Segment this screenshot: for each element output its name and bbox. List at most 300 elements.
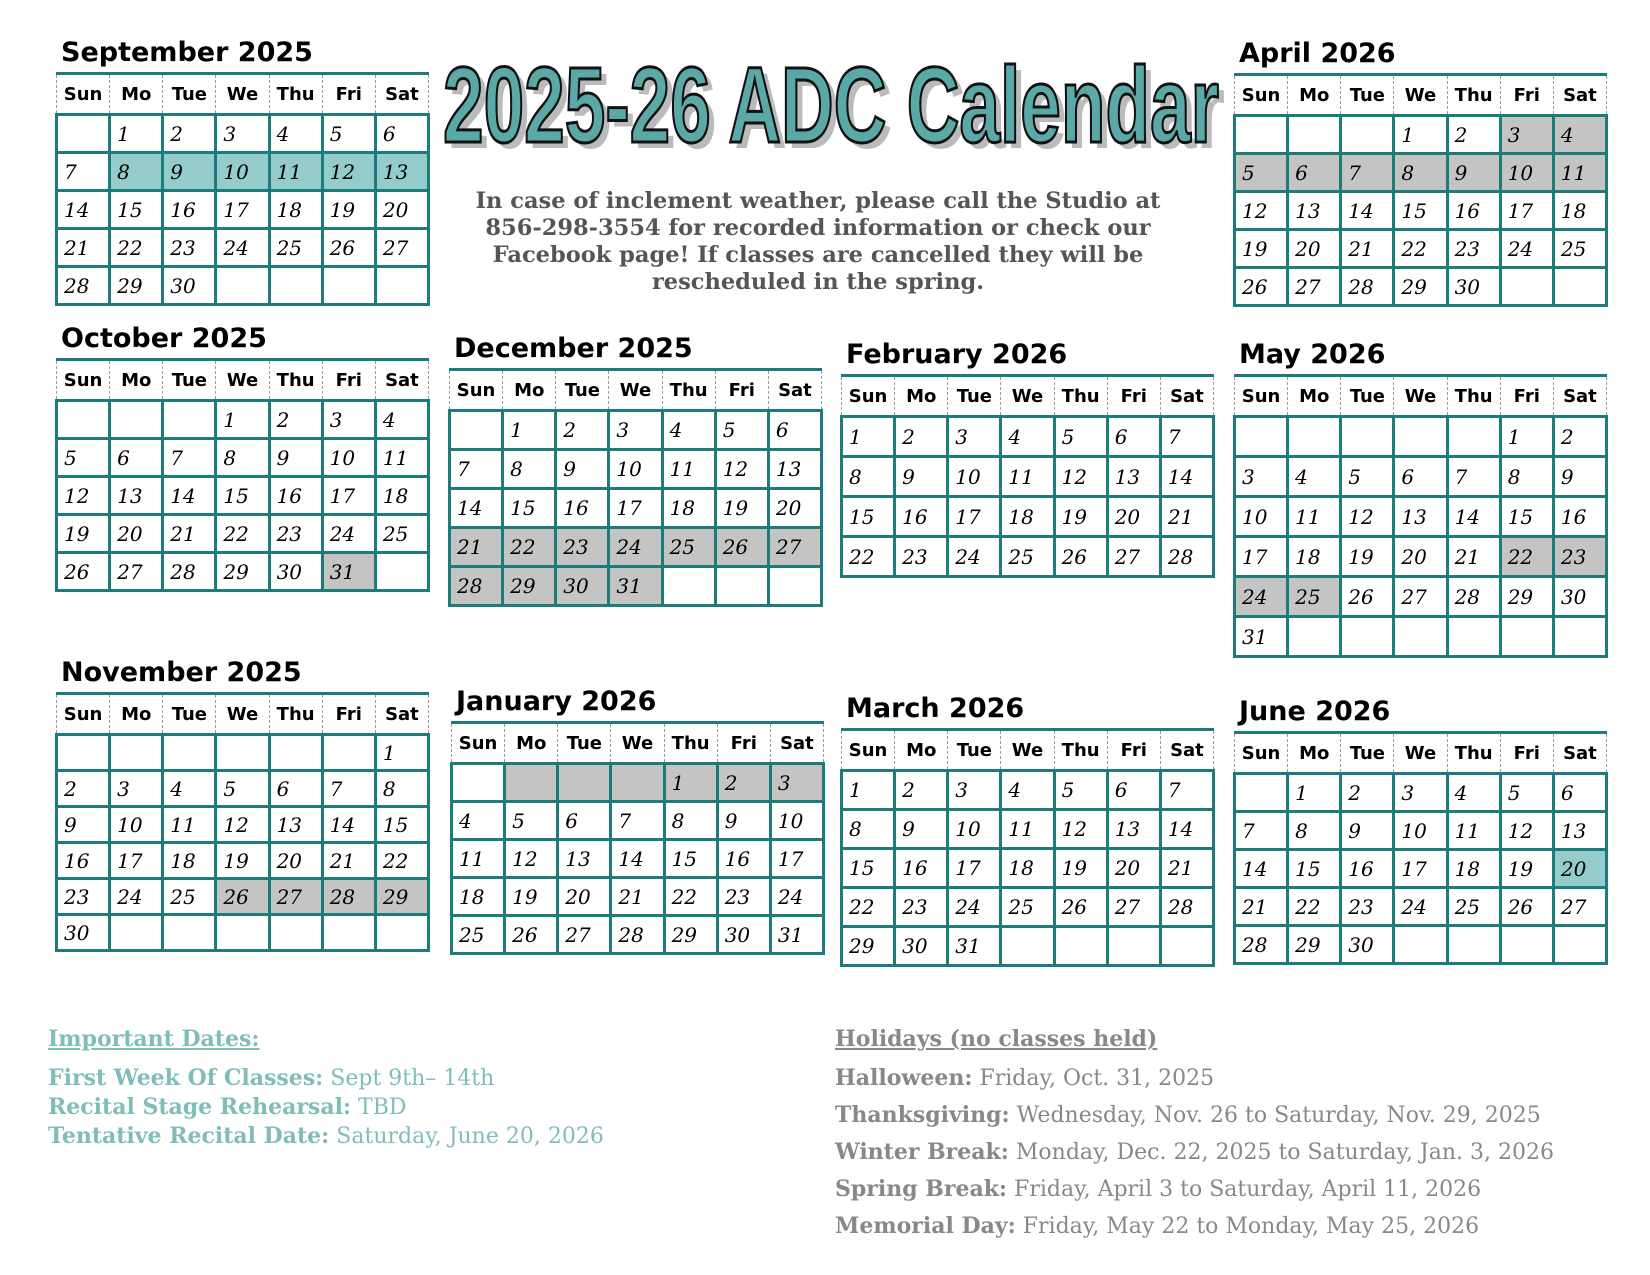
- week-row: [1235, 268, 1607, 306]
- day-cell: 11: [1001, 810, 1054, 849]
- day-cell: 7: [1235, 812, 1288, 850]
- day-cell: 5: [1054, 417, 1107, 457]
- day-cell: 22: [216, 515, 269, 553]
- day-cell: 26: [1500, 888, 1553, 926]
- empty-day-cell: [322, 915, 375, 951]
- empty-day-cell: [375, 915, 428, 951]
- day-cell: 4: [1447, 774, 1500, 812]
- day-cell: 13: [768, 450, 821, 489]
- day-cell: 5: [715, 411, 768, 450]
- week-row: [842, 849, 1214, 888]
- week-row: [842, 497, 1214, 537]
- calendar-jan: [450, 683, 825, 955]
- empty-day-cell: [1500, 926, 1553, 964]
- weekday-header: Sat: [1160, 730, 1213, 771]
- day-cell: 27: [1394, 577, 1447, 617]
- important-item: [48, 1122, 768, 1151]
- weekday-header: Fri: [322, 74, 375, 115]
- day-cell: 20: [1107, 497, 1160, 537]
- calendar-dec: [448, 330, 823, 607]
- weekday-header: Sat: [770, 723, 823, 764]
- day-cell: 23: [895, 537, 948, 577]
- day-cell: 3: [948, 771, 1001, 810]
- week-row: [57, 229, 429, 267]
- day-cell: 1: [110, 115, 163, 153]
- day-cell: 29: [664, 916, 717, 954]
- day-cell: 19: [505, 878, 558, 916]
- day-cell: 10: [1500, 154, 1553, 192]
- day-cell: 16: [895, 497, 948, 537]
- day-cell: 15: [216, 477, 269, 515]
- day-cell: 29: [110, 267, 163, 305]
- day-cell: 23: [163, 229, 216, 267]
- weekday-header: Sun: [842, 730, 895, 771]
- day-cell: 2: [1553, 417, 1606, 457]
- day-cell: 5: [1341, 457, 1394, 497]
- day-cell: 6: [1288, 154, 1341, 192]
- empty-day-cell: [1553, 268, 1606, 306]
- weekday-header: Fri: [1107, 730, 1160, 771]
- week-row: [450, 489, 822, 528]
- weekday-header: Mo: [110, 74, 163, 115]
- week-row: [57, 153, 429, 191]
- week-row: [1235, 926, 1607, 964]
- day-cell: 17: [948, 497, 1001, 537]
- week-row: [1235, 888, 1607, 926]
- day-cell: 6: [1107, 417, 1160, 457]
- weekday-header: Mo: [110, 694, 163, 735]
- day-cell: 4: [163, 771, 216, 807]
- day-cell: 30: [556, 567, 609, 606]
- day-cell: 23: [556, 528, 609, 567]
- day-cell: 9: [163, 153, 216, 191]
- empty-day-cell: [110, 915, 163, 951]
- day-cell: 22: [842, 537, 895, 577]
- important-dates-heading: Important Dates:: [48, 1026, 260, 1052]
- day-cell: 10: [1235, 497, 1288, 537]
- day-cell: 11: [1553, 154, 1606, 192]
- holiday-item-value: Friday, April 3 to Saturday, April 11, 2026: [1007, 1177, 1482, 1202]
- day-cell: 21: [163, 515, 216, 553]
- day-cell: 13: [1288, 192, 1341, 230]
- empty-day-cell: [216, 915, 269, 951]
- empty-day-cell: [1394, 417, 1447, 457]
- weekday-header: We: [1001, 376, 1054, 417]
- day-cell: 12: [216, 807, 269, 843]
- day-cell: 2: [57, 771, 110, 807]
- empty-day-cell: [1553, 926, 1606, 964]
- empty-day-cell: [1341, 417, 1394, 457]
- day-cell: 5: [216, 771, 269, 807]
- day-cell: 14: [1160, 810, 1213, 849]
- weekday-header: Sat: [375, 360, 428, 401]
- day-cell: 25: [662, 528, 715, 567]
- month-grid: [1233, 731, 1608, 965]
- week-row: [1235, 457, 1607, 497]
- day-cell: 15: [664, 840, 717, 878]
- day-cell: 4: [1288, 457, 1341, 497]
- weekday-header: Tue: [163, 360, 216, 401]
- important-dates: [48, 1026, 768, 1151]
- day-cell: 28: [57, 267, 110, 305]
- day-cell: 11: [1001, 457, 1054, 497]
- empty-day-cell: [1160, 927, 1213, 966]
- day-cell: 15: [1288, 850, 1341, 888]
- day-cell: 21: [57, 229, 110, 267]
- week-row: [452, 764, 824, 802]
- day-cell: 13: [558, 840, 611, 878]
- day-cell: 27: [768, 528, 821, 567]
- day-cell: 27: [1288, 268, 1341, 306]
- week-row: [57, 879, 429, 915]
- day-cell: 18: [269, 191, 322, 229]
- day-cell: 2: [269, 401, 322, 439]
- day-cell: 11: [269, 153, 322, 191]
- day-cell: 18: [452, 878, 505, 916]
- title-text: 2025-26 ADC Calendar: [443, 44, 1219, 162]
- day-cell: 27: [1107, 888, 1160, 927]
- weekday-header: Thu: [1447, 376, 1500, 417]
- weekday-header-row: [57, 694, 429, 735]
- day-cell: 17: [322, 477, 375, 515]
- empty-day-cell: [662, 567, 715, 606]
- day-cell: 18: [163, 843, 216, 879]
- weekday-header: Thu: [1447, 733, 1500, 774]
- day-cell: 13: [1107, 810, 1160, 849]
- day-cell: 28: [611, 916, 664, 954]
- day-cell: 2: [556, 411, 609, 450]
- holidays: [835, 1026, 1635, 1245]
- day-cell: 8: [1394, 154, 1447, 192]
- weekday-header: Sat: [1553, 376, 1606, 417]
- weekday-header: Mo: [110, 360, 163, 401]
- month-title: October 2025: [61, 323, 267, 354]
- week-row: [1235, 774, 1607, 812]
- day-cell: 25: [1447, 888, 1500, 926]
- holiday-item-value: Friday, May 22 to Monday, May 25, 2026: [1015, 1214, 1480, 1239]
- day-cell: 16: [269, 477, 322, 515]
- weekday-header: Mo: [503, 370, 556, 411]
- day-cell: 12: [57, 477, 110, 515]
- weekday-header: Thu: [1054, 730, 1107, 771]
- empty-day-cell: [1288, 116, 1341, 154]
- empty-day-cell: [269, 915, 322, 951]
- day-cell: 20: [558, 878, 611, 916]
- day-cell: 19: [1054, 849, 1107, 888]
- day-cell: 27: [1107, 537, 1160, 577]
- day-cell: 30: [1553, 577, 1606, 617]
- day-cell: 19: [216, 843, 269, 879]
- empty-day-cell: [1107, 927, 1160, 966]
- day-cell: 24: [1394, 888, 1447, 926]
- day-cell: 26: [505, 916, 558, 954]
- holiday-item: [835, 1208, 1635, 1245]
- weekday-header: Tue: [1341, 75, 1394, 116]
- day-cell: 10: [948, 457, 1001, 497]
- day-cell: 21: [450, 528, 503, 567]
- day-cell: 25: [1001, 537, 1054, 577]
- week-row: [450, 528, 822, 567]
- empty-day-cell: [163, 915, 216, 951]
- week-row: [57, 843, 429, 879]
- weekday-header: We: [611, 723, 664, 764]
- day-cell: 27: [375, 229, 428, 267]
- weekday-header: Tue: [163, 74, 216, 115]
- day-cell: 21: [1341, 230, 1394, 268]
- empty-day-cell: [110, 735, 163, 771]
- week-row: [1235, 116, 1607, 154]
- day-cell: 8: [842, 810, 895, 849]
- day-cell: 31: [948, 927, 1001, 966]
- day-cell: 19: [57, 515, 110, 553]
- day-cell: 23: [1341, 888, 1394, 926]
- day-cell: 3: [948, 417, 1001, 457]
- day-cell: 10: [609, 450, 662, 489]
- empty-day-cell: [1553, 617, 1606, 657]
- week-row: [1235, 850, 1607, 888]
- weekday-header: Sun: [1235, 75, 1288, 116]
- weekday-header: Sun: [1235, 733, 1288, 774]
- holiday-item-label: Thanksgiving:: [835, 1102, 1010, 1128]
- day-cell: 18: [1001, 849, 1054, 888]
- day-cell: 9: [1341, 812, 1394, 850]
- day-cell: 12: [1500, 812, 1553, 850]
- weekday-header: We: [216, 74, 269, 115]
- month-grid: [1233, 73, 1608, 307]
- day-cell: 11: [163, 807, 216, 843]
- day-cell: 19: [715, 489, 768, 528]
- month-title: January 2026: [456, 686, 657, 717]
- day-cell: 2: [1341, 774, 1394, 812]
- weekday-header: Mo: [505, 723, 558, 764]
- calendar-nov: [55, 654, 430, 952]
- empty-day-cell: [322, 267, 375, 305]
- day-cell: 23: [1553, 537, 1606, 577]
- weekday-header-row: [452, 723, 824, 764]
- day-cell: 18: [1553, 192, 1606, 230]
- weekday-header: Tue: [948, 730, 1001, 771]
- empty-day-cell: [715, 567, 768, 606]
- holiday-item-label: Halloween:: [835, 1065, 973, 1091]
- day-cell: 15: [1394, 192, 1447, 230]
- day-cell: 9: [556, 450, 609, 489]
- day-cell: 29: [375, 879, 428, 915]
- day-cell: 25: [375, 515, 428, 553]
- day-cell: 2: [895, 417, 948, 457]
- day-cell: 16: [895, 849, 948, 888]
- month-grid: [450, 721, 825, 955]
- day-cell: 20: [375, 191, 428, 229]
- day-cell: 10: [110, 807, 163, 843]
- empty-day-cell: [1447, 417, 1500, 457]
- weekday-header: Fri: [322, 694, 375, 735]
- day-cell: 31: [770, 916, 823, 954]
- week-row: [1235, 577, 1607, 617]
- day-cell: 7: [1341, 154, 1394, 192]
- day-cell: 30: [57, 915, 110, 951]
- weekday-header: We: [1001, 730, 1054, 771]
- day-cell: 3: [1394, 774, 1447, 812]
- day-cell: 4: [662, 411, 715, 450]
- day-cell: 9: [895, 810, 948, 849]
- day-cell: 18: [1288, 537, 1341, 577]
- day-cell: 31: [322, 553, 375, 591]
- weekday-header: Thu: [664, 723, 717, 764]
- empty-day-cell: [1500, 268, 1553, 306]
- empty-day-cell: [1288, 417, 1341, 457]
- empty-day-cell: [1235, 774, 1288, 812]
- day-cell: 30: [1447, 268, 1500, 306]
- day-cell: 3: [609, 411, 662, 450]
- month-grid: [55, 358, 430, 592]
- day-cell: 8: [110, 153, 163, 191]
- week-row: [57, 401, 429, 439]
- day-cell: 9: [269, 439, 322, 477]
- week-row: [842, 537, 1214, 577]
- day-cell: 19: [1341, 537, 1394, 577]
- important-item-label: First Week Of Classes:: [48, 1065, 324, 1091]
- week-row: [842, 888, 1214, 927]
- week-row: [57, 553, 429, 591]
- day-cell: 5: [1500, 774, 1553, 812]
- weekday-header: Fri: [717, 723, 770, 764]
- day-cell: 1: [1500, 417, 1553, 457]
- empty-day-cell: [57, 735, 110, 771]
- weekday-header: Thu: [269, 74, 322, 115]
- day-cell: 17: [110, 843, 163, 879]
- day-cell: 31: [1235, 617, 1288, 657]
- calendar-jun: [1233, 693, 1608, 965]
- day-cell: 12: [322, 153, 375, 191]
- day-cell: 12: [505, 840, 558, 878]
- day-cell: 19: [1500, 850, 1553, 888]
- holiday-item-label: Memorial Day:: [835, 1213, 1016, 1239]
- day-cell: 3: [770, 764, 823, 802]
- important-item: [48, 1064, 768, 1093]
- empty-day-cell: [1054, 927, 1107, 966]
- day-cell: 11: [662, 450, 715, 489]
- week-row: [1235, 537, 1607, 577]
- day-cell: 16: [1447, 192, 1500, 230]
- day-cell: 26: [1235, 268, 1288, 306]
- week-row: [1235, 617, 1607, 657]
- week-row: [57, 115, 429, 153]
- day-cell: 8: [664, 802, 717, 840]
- day-cell: 22: [842, 888, 895, 927]
- important-item-value: TBD: [351, 1095, 407, 1120]
- day-cell: 14: [1341, 192, 1394, 230]
- day-cell: 13: [375, 153, 428, 191]
- day-cell: 9: [895, 457, 948, 497]
- day-cell: 22: [1500, 537, 1553, 577]
- weekday-header: Thu: [1447, 75, 1500, 116]
- important-item-value: Sept 9th– 14th: [323, 1066, 495, 1091]
- day-cell: 18: [1001, 497, 1054, 537]
- month-grid: [55, 692, 430, 952]
- day-cell: 3: [1235, 457, 1288, 497]
- day-cell: 6: [110, 439, 163, 477]
- day-cell: 16: [1553, 497, 1606, 537]
- day-cell: 6: [768, 411, 821, 450]
- day-cell: 1: [216, 401, 269, 439]
- day-cell: 19: [1054, 497, 1107, 537]
- day-cell: 18: [662, 489, 715, 528]
- holiday-item: [835, 1060, 1635, 1097]
- weekday-header: Sun: [57, 360, 110, 401]
- empty-day-cell: [1341, 116, 1394, 154]
- empty-day-cell: [216, 267, 269, 305]
- weekday-header-row: [1235, 376, 1607, 417]
- day-cell: 21: [1447, 537, 1500, 577]
- day-cell: 13: [1394, 497, 1447, 537]
- day-cell: 7: [611, 802, 664, 840]
- day-cell: 4: [1001, 417, 1054, 457]
- day-cell: 7: [322, 771, 375, 807]
- week-row: [57, 735, 429, 771]
- day-cell: 17: [1500, 192, 1553, 230]
- weekday-header: Tue: [558, 723, 611, 764]
- empty-day-cell: [375, 553, 428, 591]
- week-row: [842, 457, 1214, 497]
- day-cell: 17: [770, 840, 823, 878]
- day-cell: 28: [322, 879, 375, 915]
- week-row: [452, 878, 824, 916]
- day-cell: 21: [322, 843, 375, 879]
- week-row: [1235, 417, 1607, 457]
- day-cell: 7: [1160, 417, 1213, 457]
- weekday-header: Sat: [1553, 733, 1606, 774]
- weekday-header: Fri: [1500, 733, 1553, 774]
- day-cell: 8: [216, 439, 269, 477]
- day-cell: 20: [1288, 230, 1341, 268]
- week-row: [57, 771, 429, 807]
- day-cell: 15: [110, 191, 163, 229]
- holiday-item: [835, 1134, 1635, 1171]
- empty-day-cell: [163, 735, 216, 771]
- weekday-header-row: [842, 730, 1214, 771]
- week-row: [452, 840, 824, 878]
- weekday-header: Mo: [1288, 376, 1341, 417]
- empty-day-cell: [1288, 617, 1341, 657]
- day-cell: 25: [163, 879, 216, 915]
- day-cell: 15: [503, 489, 556, 528]
- calendar-apr: [1233, 35, 1608, 307]
- day-cell: 11: [1447, 812, 1500, 850]
- week-row: [450, 567, 822, 606]
- day-cell: 4: [375, 401, 428, 439]
- day-cell: 23: [1447, 230, 1500, 268]
- day-cell: 17: [1394, 850, 1447, 888]
- month-title: May 2026: [1239, 339, 1386, 370]
- day-cell: 11: [1288, 497, 1341, 537]
- day-cell: 8: [503, 450, 556, 489]
- day-cell: 29: [503, 567, 556, 606]
- month-title: April 2026: [1239, 38, 1396, 69]
- empty-day-cell: [375, 267, 428, 305]
- day-cell: 23: [57, 879, 110, 915]
- day-cell: 28: [163, 553, 216, 591]
- day-cell: 28: [1160, 537, 1213, 577]
- day-cell: 11: [452, 840, 505, 878]
- day-cell: 10: [770, 802, 823, 840]
- day-cell: 22: [664, 878, 717, 916]
- day-cell: 5: [1235, 154, 1288, 192]
- notice-line: Facebook page! If classes are cancelled they will be: [492, 242, 1144, 268]
- day-cell: 3: [216, 115, 269, 153]
- day-cell: 18: [1447, 850, 1500, 888]
- day-cell: 30: [163, 267, 216, 305]
- weekday-header: Fri: [1500, 75, 1553, 116]
